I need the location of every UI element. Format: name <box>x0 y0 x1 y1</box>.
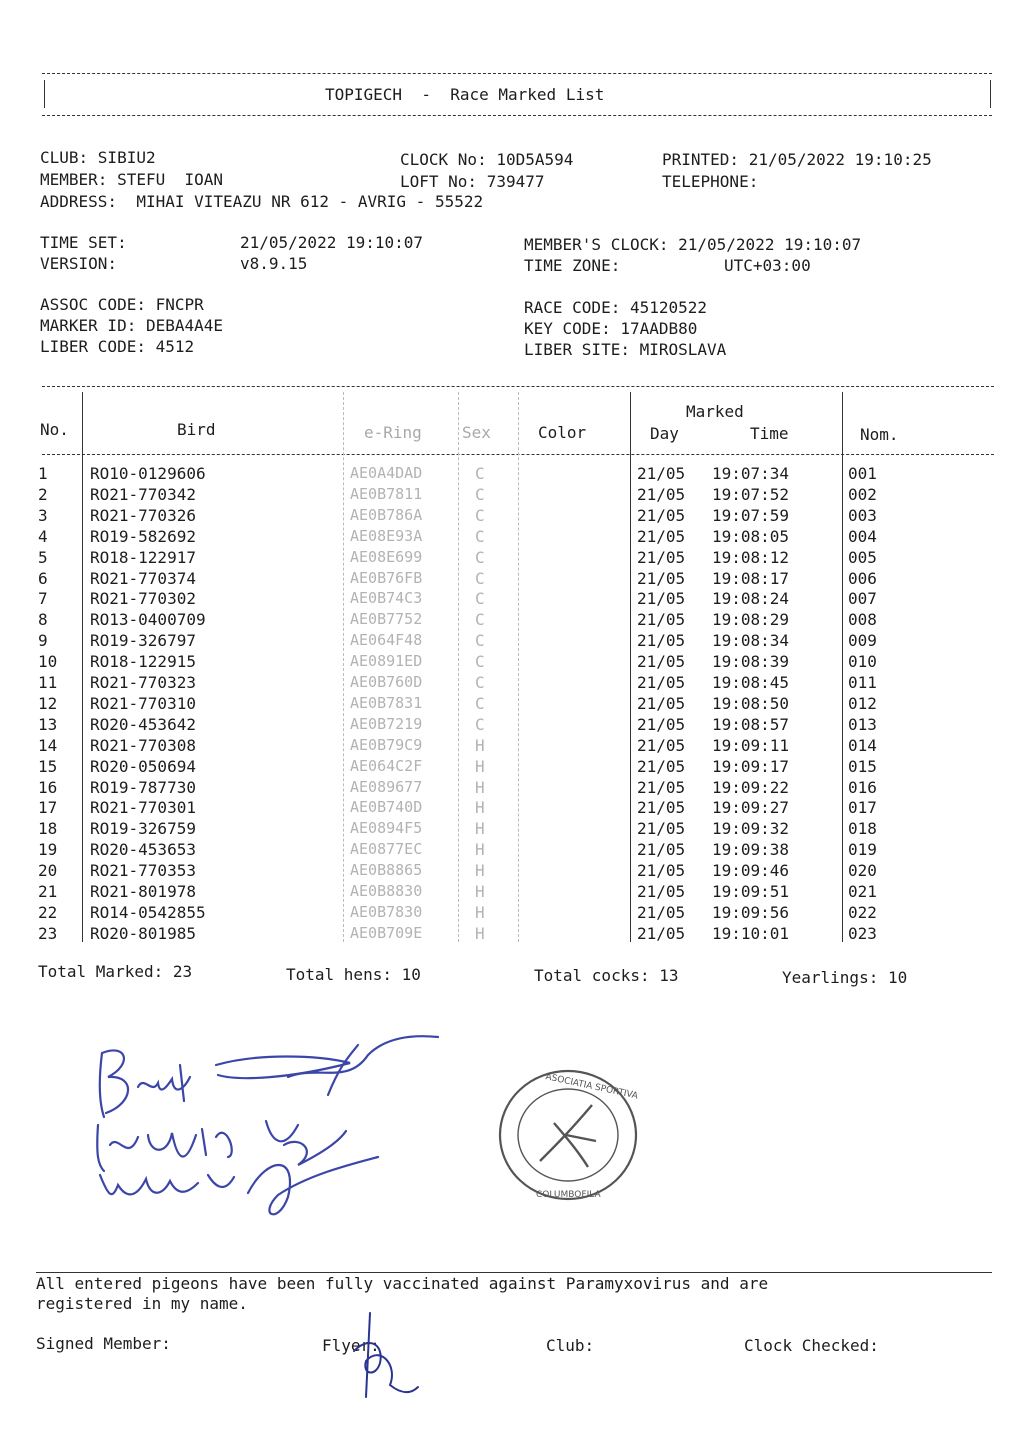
row-no: 10 <box>38 652 58 672</box>
header-marked: Marked <box>686 402 744 421</box>
row-day: 21/05 <box>637 652 686 672</box>
row-sex: H <box>475 861 485 881</box>
row-nom: 013 <box>848 714 877 734</box>
row-no: 18 <box>38 819 58 839</box>
row-day: 21/05 <box>637 484 686 504</box>
time-set-label: TIME SET: <box>40 233 127 252</box>
row-sex: C <box>475 547 485 567</box>
row-bird-ring: RO21-770310 <box>90 693 196 713</box>
row-time: 19:09:51 <box>712 882 790 901</box>
row-bird-ring: RO20-801985 <box>90 923 196 943</box>
row-day: 21/05 <box>637 589 686 609</box>
flyer-signature <box>340 1305 430 1405</box>
row-sex: C <box>475 610 485 630</box>
row-bird-ring: RO21-770342 <box>90 484 196 504</box>
row-no: 22 <box>38 902 58 922</box>
row-bird-ring: RO18-122917 <box>90 547 196 567</box>
table-row <box>0 881 1024 902</box>
row-bird-ring: RO13-0400709 <box>90 610 206 630</box>
row-nom: 003 <box>848 505 877 525</box>
row-day: 21/05 <box>637 673 686 692</box>
signed-member-label: Signed Member: <box>36 1334 171 1353</box>
row-sex: H <box>475 882 485 901</box>
row-day: 21/05 <box>637 568 686 588</box>
row-bird-ring: RO20-050694 <box>90 756 196 776</box>
table-row <box>0 609 1024 630</box>
row-bird-ring: RO21-801978 <box>90 882 196 901</box>
table-row <box>0 860 1024 881</box>
title-box-bottom <box>42 115 992 116</box>
row-time: 19:08:45 <box>712 673 790 692</box>
row-ering: AE0B7831 <box>350 693 423 712</box>
row-sex: C <box>475 484 485 504</box>
row-no: 1 <box>38 464 48 483</box>
row-day: 21/05 <box>637 526 686 546</box>
row-day: 21/05 <box>637 631 686 651</box>
row-time: 19:10:01 <box>712 923 790 943</box>
row-day: 21/05 <box>637 882 686 901</box>
row-time: 19:08:12 <box>712 547 790 567</box>
row-nom: 008 <box>848 610 877 630</box>
row-nom: 022 <box>848 902 877 922</box>
time-set-value: 21/05/2022 19:10:07 <box>240 233 424 252</box>
row-bird-ring: RO20-453642 <box>90 714 196 734</box>
row-day: 21/05 <box>637 902 686 922</box>
row-no: 8 <box>38 610 48 630</box>
key-code: KEY CODE: 17AADB80 <box>524 319 698 338</box>
row-nom: 012 <box>848 693 877 713</box>
row-no: 4 <box>38 526 48 546</box>
row-ering: AE0B8830 <box>350 882 423 900</box>
row-time: 19:07:52 <box>712 484 790 504</box>
row-nom: 019 <box>848 840 877 860</box>
row-no: 14 <box>38 735 58 755</box>
row-no: 3 <box>38 505 48 525</box>
row-day: 21/05 <box>637 735 686 755</box>
row-ering: AE064C2F <box>350 756 423 775</box>
row-ering: AE0B760D <box>350 673 423 691</box>
table-row <box>0 588 1024 609</box>
row-bird-ring: RO19-326797 <box>90 631 196 651</box>
table-row <box>0 902 1024 923</box>
club-line: CLUB: SIBIU2 <box>40 148 156 167</box>
row-nom: 007 <box>848 589 877 609</box>
clock-no: CLOCK No: 10D5A594 <box>400 150 574 169</box>
table-top-rule <box>42 386 994 387</box>
title-box-top <box>42 73 992 74</box>
row-day: 21/05 <box>637 777 686 797</box>
svg-text:ASOCIATIA SPORTIVA: ASOCIATIA SPORTIVA <box>544 1072 639 1102</box>
row-ering: AE0B79C9 <box>350 735 423 754</box>
table-row <box>0 756 1024 777</box>
row-no: 7 <box>38 589 48 609</box>
association-stamp <box>496 1065 646 1205</box>
table-row <box>0 630 1024 651</box>
row-ering: AE0891ED <box>350 652 423 671</box>
row-time: 19:09:11 <box>712 735 790 755</box>
row-ering: AE064F48 <box>350 631 423 650</box>
row-day: 21/05 <box>637 923 686 943</box>
row-sex: H <box>475 756 485 776</box>
row-day: 21/05 <box>637 714 686 734</box>
row-time: 19:07:59 <box>712 505 790 525</box>
row-bird-ring: RO18-122915 <box>90 652 196 672</box>
table-row <box>0 651 1024 672</box>
total-marked: Total Marked: 23 <box>38 962 193 981</box>
row-sex: H <box>475 902 485 922</box>
row-time: 19:08:57 <box>712 714 790 734</box>
row-nom: 017 <box>848 798 877 818</box>
row-time: 19:08:50 <box>712 693 790 713</box>
row-day: 21/05 <box>637 464 686 483</box>
row-nom: 009 <box>848 631 877 651</box>
row-sex: C <box>475 526 485 546</box>
table-row <box>0 568 1024 589</box>
row-ering: AE089677 <box>350 777 423 796</box>
row-no: 11 <box>38 673 58 692</box>
row-no: 5 <box>38 547 48 567</box>
row-time: 19:08:17 <box>712 568 790 588</box>
header-day: Day <box>650 424 679 443</box>
address-line: ADDRESS: MIHAI VITEAZU NR 612 - AVRIG - 55522 <box>40 192 484 211</box>
table-row <box>0 777 1024 798</box>
table-row <box>0 818 1024 839</box>
row-nom: 006 <box>848 568 877 588</box>
row-sex: C <box>475 505 485 525</box>
time-zone-value: UTC+03:00 <box>724 256 811 275</box>
club-label: Club: <box>546 1336 595 1355</box>
total-cocks: Total cocks: 13 <box>534 966 679 985</box>
row-nom: 014 <box>848 735 877 755</box>
header-sex: Sex <box>462 423 491 442</box>
row-time: 19:08:24 <box>712 589 790 609</box>
row-ering: AE0A4DAD <box>350 464 423 482</box>
marker-id: MARKER ID: DEBA4A4E <box>40 316 224 335</box>
table-row <box>0 693 1024 714</box>
row-sex: H <box>475 819 485 839</box>
row-time: 19:09:32 <box>712 819 790 839</box>
race-code: RACE CODE: 45120522 <box>524 298 708 317</box>
row-sex: C <box>475 714 485 734</box>
row-day: 21/05 <box>637 756 686 776</box>
row-no: 21 <box>38 882 58 901</box>
row-time: 19:09:27 <box>712 798 790 818</box>
row-bird-ring: RO19-582692 <box>90 526 196 546</box>
row-sex: H <box>475 923 485 943</box>
table-row <box>0 735 1024 756</box>
row-no: 23 <box>38 923 58 943</box>
row-sex: C <box>475 568 485 588</box>
row-nom: 021 <box>848 882 877 901</box>
row-sex: H <box>475 735 485 755</box>
row-ering: AE0B740D <box>350 798 423 817</box>
table-row <box>0 672 1024 693</box>
row-sex: C <box>475 631 485 651</box>
row-time: 19:08:05 <box>712 526 790 546</box>
row-nom: 020 <box>848 861 877 881</box>
row-time: 19:07:34 <box>712 464 790 483</box>
table-row <box>0 547 1024 568</box>
header-no: No. <box>40 420 69 439</box>
clock-checked-label: Clock Checked: <box>744 1336 879 1355</box>
table-row <box>0 505 1024 526</box>
row-nom: 018 <box>848 819 877 839</box>
row-ering: AE0894F5 <box>350 819 423 838</box>
row-day: 21/05 <box>637 693 686 713</box>
row-sex: C <box>475 464 485 483</box>
row-nom: 023 <box>848 923 877 943</box>
version-label: VERSION: <box>40 254 118 273</box>
row-time: 19:08:34 <box>712 631 790 651</box>
loft-no: LOFT No: 739477 <box>400 172 545 191</box>
row-bird-ring: RO21-770326 <box>90 505 196 525</box>
handwritten-signatures <box>88 1025 448 1220</box>
row-no: 13 <box>38 714 58 734</box>
members-clock: MEMBER'S CLOCK: 21/05/2022 19:10:07 <box>524 235 862 254</box>
liber-site: LIBER SITE: MIROSLAVA <box>524 340 727 359</box>
row-ering: AE0B786A <box>350 505 423 524</box>
row-time: 19:09:22 <box>712 777 790 797</box>
member-line: MEMBER: STEFU IOAN <box>40 170 224 189</box>
table-row <box>0 923 1024 944</box>
title-box-left <box>44 80 45 108</box>
row-no: 15 <box>38 756 58 776</box>
row-sex: H <box>475 798 485 818</box>
table-row <box>0 484 1024 505</box>
row-nom: 001 <box>848 464 877 483</box>
row-bird-ring: RO21-770374 <box>90 568 196 588</box>
row-sex: C <box>475 673 485 692</box>
liber-code: LIBER CODE: 4512 <box>40 337 195 356</box>
row-day: 21/05 <box>637 840 686 860</box>
row-bird-ring: RO21-770353 <box>90 861 196 881</box>
row-ering: AE0B7219 <box>350 714 423 733</box>
row-ering: AE08E93A <box>350 526 423 545</box>
row-time: 19:08:29 <box>712 610 790 630</box>
row-ering: AE0B8865 <box>350 861 423 880</box>
printed-datetime: PRINTED: 21/05/2022 19:10:25 <box>662 150 932 169</box>
row-nom: 005 <box>848 547 877 567</box>
row-time: 19:09:46 <box>712 861 790 881</box>
row-ering: AE0B74C3 <box>350 589 423 608</box>
row-sex: C <box>475 693 485 713</box>
row-ering: AE0B709E <box>350 923 423 942</box>
row-day: 21/05 <box>637 610 686 630</box>
row-ering: AE0877EC <box>350 840 423 859</box>
row-bird-ring: RO19-326759 <box>90 819 196 839</box>
footer-rule <box>36 1272 992 1273</box>
row-no: 6 <box>38 568 48 588</box>
row-ering: AE0B7811 <box>350 484 423 503</box>
row-nom: 002 <box>848 484 877 504</box>
row-no: 19 <box>38 840 58 860</box>
row-time: 19:08:39 <box>712 652 790 672</box>
row-nom: 011 <box>848 673 877 692</box>
yearlings: Yearlings: 10 <box>782 968 908 987</box>
telephone: TELEPHONE: <box>662 172 759 191</box>
row-no: 17 <box>38 798 58 818</box>
row-day: 21/05 <box>637 798 686 818</box>
row-nom: 016 <box>848 777 877 797</box>
row-time: 19:09:17 <box>712 756 790 776</box>
vaccination-statement-line1: All entered pigeons have been fully vaccinated against Paramyxovirus and are <box>36 1274 769 1293</box>
page-title: TOPIGECH - Race Marked List <box>325 85 605 104</box>
table-row <box>0 797 1024 818</box>
row-sex: H <box>475 840 485 860</box>
row-time: 19:09:56 <box>712 902 790 922</box>
table-row <box>0 714 1024 735</box>
total-hens: Total hens: 10 <box>286 965 421 984</box>
row-sex: H <box>475 777 485 797</box>
header-nom: Nom. <box>860 425 899 444</box>
row-no: 9 <box>38 631 48 651</box>
row-ering: AE0B76FB <box>350 568 423 587</box>
row-no: 16 <box>38 777 58 797</box>
row-ering: AE08E699 <box>350 547 423 566</box>
row-nom: 015 <box>848 756 877 776</box>
row-no: 2 <box>38 484 48 504</box>
row-sex: C <box>475 589 485 609</box>
table-row <box>0 463 1024 484</box>
row-bird-ring: RO20-453653 <box>90 840 196 860</box>
header-time: Time <box>750 424 789 443</box>
assoc-code: ASSOC CODE: FNCPR <box>40 295 204 314</box>
row-bird-ring: RO21-770301 <box>90 798 196 818</box>
row-day: 21/05 <box>637 861 686 881</box>
vaccination-statement-line2: registered in my name. <box>36 1294 248 1313</box>
header-bird: Bird <box>177 420 216 439</box>
row-bird-ring: RO21-770323 <box>90 673 196 692</box>
svg-text:COLUMBOFILA: COLUMBOFILA <box>536 1190 601 1200</box>
row-sex: C <box>475 652 485 672</box>
row-no: 20 <box>38 861 58 881</box>
row-nom: 004 <box>848 526 877 546</box>
row-time: 19:09:38 <box>712 840 790 860</box>
flyer-label: Flyer: <box>322 1336 380 1355</box>
row-bird-ring: RO21-770308 <box>90 735 196 755</box>
header-color: Color <box>538 423 587 442</box>
row-day: 21/05 <box>637 819 686 839</box>
title-box-right <box>990 80 991 108</box>
time-zone-label: TIME ZONE: <box>524 256 621 275</box>
row-bird-ring: RO10-0129606 <box>90 464 206 483</box>
header-ering: e-Ring <box>364 423 422 442</box>
table-row <box>0 526 1024 547</box>
table-row <box>0 839 1024 860</box>
row-bird-ring: RO14-0542855 <box>90 902 206 922</box>
row-nom: 010 <box>848 652 877 672</box>
row-ering: AE0B7830 <box>350 902 423 921</box>
row-ering: AE0B7752 <box>350 610 423 629</box>
row-bird-ring: RO19-787730 <box>90 777 196 797</box>
row-no: 12 <box>38 693 58 713</box>
row-bird-ring: RO21-770302 <box>90 589 196 609</box>
row-day: 21/05 <box>637 505 686 525</box>
version-value: v8.9.15 <box>240 254 308 273</box>
row-day: 21/05 <box>637 547 686 567</box>
